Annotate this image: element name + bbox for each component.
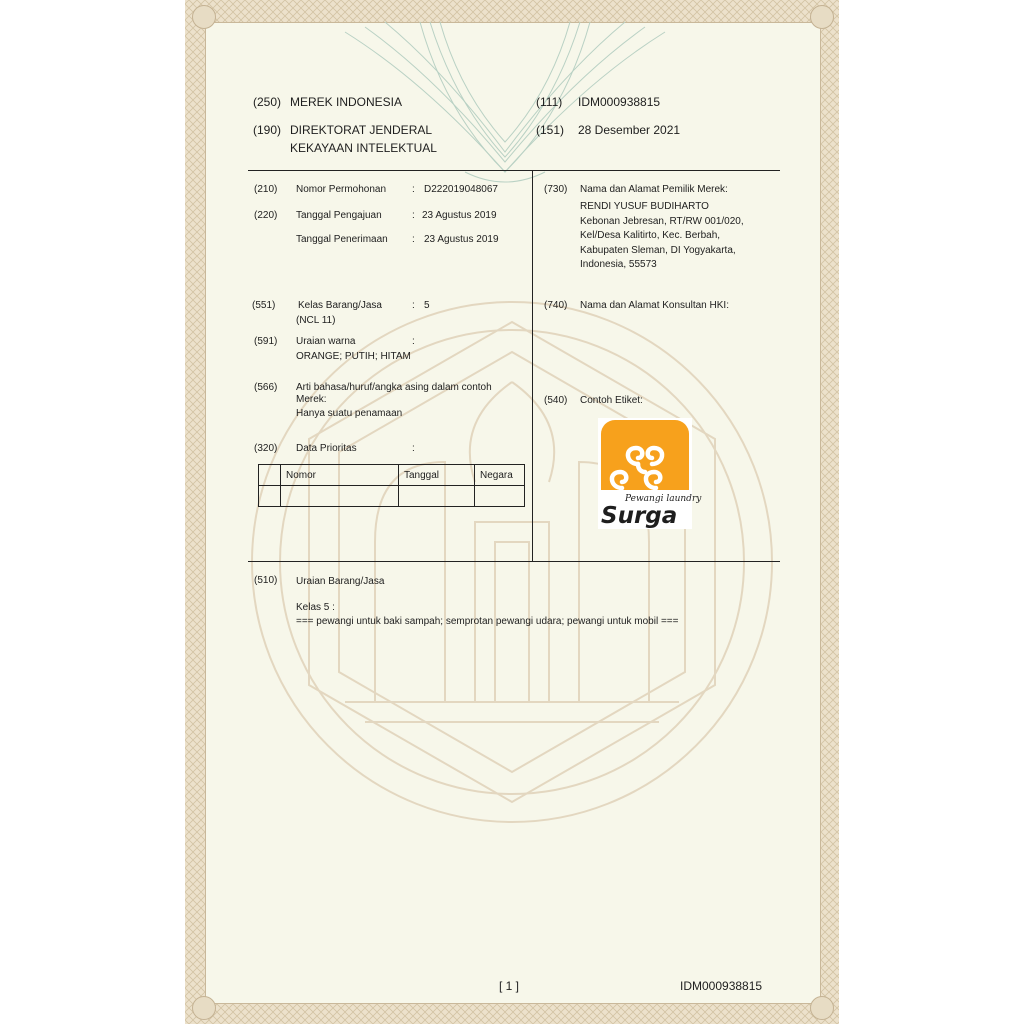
goods-description-label: Uraian Barang/Jasa: [296, 576, 385, 587]
goods-class-line: Kelas 5 :: [296, 602, 335, 613]
translation-label-cont: Merek:: [296, 394, 327, 405]
field-code-250: (250): [253, 95, 282, 109]
body-divider: [248, 561, 780, 562]
field-code-320: (320): [254, 443, 278, 454]
application-number-label: Nomor Permohonan: [296, 184, 387, 195]
separator: :: [412, 184, 415, 195]
field-code-151: (151): [536, 123, 565, 137]
watermark-emblem-icon: [205, 22, 819, 1002]
priority-data-label: Data Prioritas: [296, 443, 357, 454]
priority-col-country: Negara: [475, 465, 525, 486]
receipt-date-value: 23 Agustus 2019: [424, 234, 499, 245]
table-cell: [399, 486, 475, 507]
goods-class-label: Kelas Barang/Jasa: [298, 300, 382, 311]
field-code-591: (591): [254, 336, 278, 347]
goods-class-value: 5: [424, 300, 430, 311]
application-number-value: D222019048067: [424, 184, 498, 195]
color-description-value: ORANGE; PUTIH; HITAM: [296, 351, 411, 362]
label-sample-label: Contoh Etiket:: [580, 395, 643, 406]
registration-number: IDM000938815: [578, 95, 661, 109]
field-code-111: (111): [536, 95, 563, 109]
header-divider: [248, 170, 780, 171]
field-code-566: (566): [254, 382, 278, 393]
goods-description-value: === pewangi untuk baki sampah; semprotan pewangi udara; pewangi untuk mobil ===: [296, 616, 679, 627]
owner-address-line: Kabupaten Sleman, DI Yogyakarta,: [580, 245, 736, 256]
field-code-510: (510): [254, 575, 278, 586]
table-cell: [281, 486, 399, 507]
logo-word: Surga: [601, 503, 678, 529]
translation-value: Hanya suatu penamaan: [296, 408, 403, 419]
field-code-730: (730): [544, 184, 568, 195]
receipt-date-label: Tanggal Penerimaan: [296, 234, 388, 245]
field-code-190: (190): [253, 123, 282, 137]
owner-address-line: Indonesia, 55573: [580, 259, 657, 270]
table-cell: [475, 486, 525, 507]
priority-col-date: Tanggal: [399, 465, 475, 486]
owner-address-line: Kebonan Jebresan, RT/RW 001/020,: [580, 216, 744, 227]
authority-name-line2: KEKAYAAN INTELEKTUAL: [290, 141, 437, 155]
priority-col-number: Nomor: [281, 465, 399, 486]
field-code-551: (551): [252, 300, 276, 311]
trademark-logo: [598, 418, 702, 529]
separator: :: [412, 443, 415, 454]
filing-date-value: 23 Agustus 2019: [422, 210, 497, 221]
table-cell: [259, 486, 281, 507]
page-number: [ 1 ]: [499, 979, 520, 993]
priority-table: [258, 464, 525, 507]
separator: :: [412, 336, 415, 347]
field-code-210: (210): [254, 184, 278, 195]
field-code-540: (540): [544, 395, 568, 406]
authority-name-line1: DIREKTORAT JENDERAL: [290, 123, 433, 137]
register-title: MEREK INDONESIA: [290, 95, 403, 109]
translation-label: Arti bahasa/huruf/angka asing dalam contoh: [296, 382, 492, 393]
surga-logo-icon: [598, 418, 702, 529]
ncl-edition: (NCL 11): [296, 315, 336, 326]
filing-date-label: Tanggal Pengajuan: [296, 210, 382, 221]
separator: :: [412, 300, 415, 311]
color-description-label: Uraian warna: [296, 336, 356, 347]
owner-address-line: Kel/Desa Kalitirto, Kec. Berbah,: [580, 230, 721, 241]
owner-label: Nama dan Alamat Pemilik Merek:: [580, 184, 728, 195]
field-code-740: (740): [544, 300, 568, 311]
logo-tagline: Pewangi laundry: [625, 494, 702, 504]
separator: :: [412, 234, 415, 245]
separator: :: [412, 210, 415, 221]
registration-date: 28 Desember 2021: [578, 123, 681, 137]
consultant-label: Nama dan Alamat Konsultan HKI:: [580, 300, 729, 311]
footer-registration-id: IDM000938815: [680, 979, 763, 993]
field-code-220: (220): [254, 210, 278, 221]
owner-name: RENDI YUSUF BUDIHARTO: [580, 201, 709, 212]
column-divider: [532, 170, 533, 562]
table-cell: [259, 465, 281, 486]
